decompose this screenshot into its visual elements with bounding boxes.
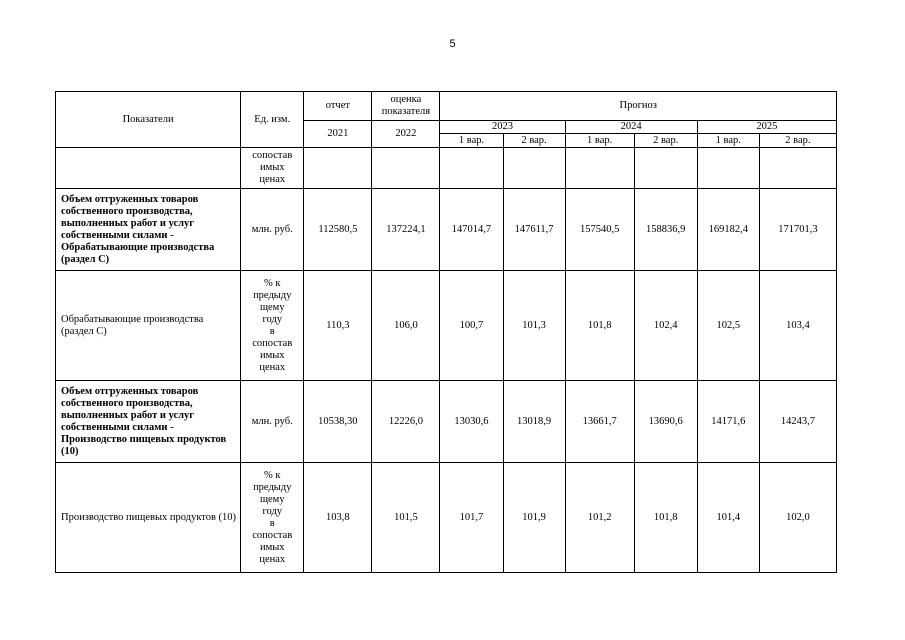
header-variant: 1 вар.: [440, 134, 503, 148]
row-value: 101,8: [634, 463, 697, 573]
row-unit: % к предыду щему году в сопостав имых ценах: [241, 271, 304, 381]
row-value: 13690,6: [634, 381, 697, 463]
row-value: [634, 148, 697, 189]
header-forecast: Прогноз: [440, 92, 837, 121]
forecast-table: [55, 91, 837, 573]
header-indicators: Показатели: [56, 92, 241, 148]
header-variant: 2 вар.: [759, 134, 836, 148]
row-value: 101,7: [440, 463, 503, 573]
table-row: [56, 189, 837, 271]
row-value: 102,5: [697, 271, 759, 381]
row-label: Объем отгруженных товаров собственного производства, выполненных работ и услуг собственными силами - Обрабатывающие производства (раздел С): [56, 189, 241, 271]
row-value: [304, 148, 372, 189]
row-value: 147014,7: [440, 189, 503, 271]
row-value: 102,4: [634, 271, 697, 381]
row-value: 101,8: [565, 271, 634, 381]
row-value: 157540,5: [565, 189, 634, 271]
row-value: [759, 148, 836, 189]
row-value: 14171,6: [697, 381, 759, 463]
row-value: 13030,6: [440, 381, 503, 463]
row-value: [697, 148, 759, 189]
row-value: 169182,4: [697, 189, 759, 271]
row-value: 110,3: [304, 271, 372, 381]
row-value: 101,5: [372, 463, 440, 573]
table-row: [56, 148, 837, 189]
row-unit: млн. руб.: [241, 189, 304, 271]
row-value: 100,7: [440, 271, 503, 381]
row-value: 10538,30: [304, 381, 372, 463]
header-variant: 2 вар.: [634, 134, 697, 148]
row-value: 101,3: [503, 271, 565, 381]
header-year-2021: 2021: [304, 121, 372, 148]
row-value: 137224,1: [372, 189, 440, 271]
header-unit: Ед. изм.: [241, 92, 304, 148]
row-value: 112580,5: [304, 189, 372, 271]
row-label: Объем отгруженных товаров собственного производства, выполненных работ и услуг собственными силами - Производство пищевых продуктов (10): [56, 381, 241, 463]
header-year-2022: 2022: [372, 121, 440, 148]
row-label: [56, 148, 241, 189]
row-value: 102,0: [759, 463, 836, 573]
row-value: 101,4: [697, 463, 759, 573]
header-year-2023: 2023: [440, 121, 565, 134]
header-estimate: оценка показателя: [372, 92, 440, 121]
header-variant: 2 вар.: [503, 134, 565, 148]
row-value: [503, 148, 565, 189]
table-row: [56, 381, 837, 463]
row-value: 171701,3: [759, 189, 836, 271]
row-label: Производство пищевых продуктов (10): [56, 463, 241, 573]
row-unit: млн. руб.: [241, 381, 304, 463]
page-number: 5: [449, 38, 456, 50]
header-variant: 1 вар.: [565, 134, 634, 148]
row-value: 106,0: [372, 271, 440, 381]
row-unit: % к предыду щему году в сопостав имых ценах: [241, 463, 304, 573]
row-label: Обрабатывающие производства (раздел С): [56, 271, 241, 381]
row-value: 13018,9: [503, 381, 565, 463]
row-value: 103,8: [304, 463, 372, 573]
row-value: 13661,7: [565, 381, 634, 463]
row-value: 147611,7: [503, 189, 565, 271]
row-value: [565, 148, 634, 189]
table-row: [56, 463, 837, 573]
row-value: 101,2: [565, 463, 634, 573]
table-row: [56, 271, 837, 381]
header-year-2024: 2024: [565, 121, 697, 134]
row-value: [440, 148, 503, 189]
header-year-2025: 2025: [697, 121, 836, 134]
row-value: 12226,0: [372, 381, 440, 463]
row-value: 158836,9: [634, 189, 697, 271]
row-value: 101,9: [503, 463, 565, 573]
row-value: [372, 148, 440, 189]
row-value: 103,4: [759, 271, 836, 381]
row-value: 14243,7: [759, 381, 836, 463]
header-report: отчет: [304, 92, 372, 121]
header-variant: 1 вар.: [697, 134, 759, 148]
row-unit: сопостав имых ценах: [241, 148, 304, 189]
